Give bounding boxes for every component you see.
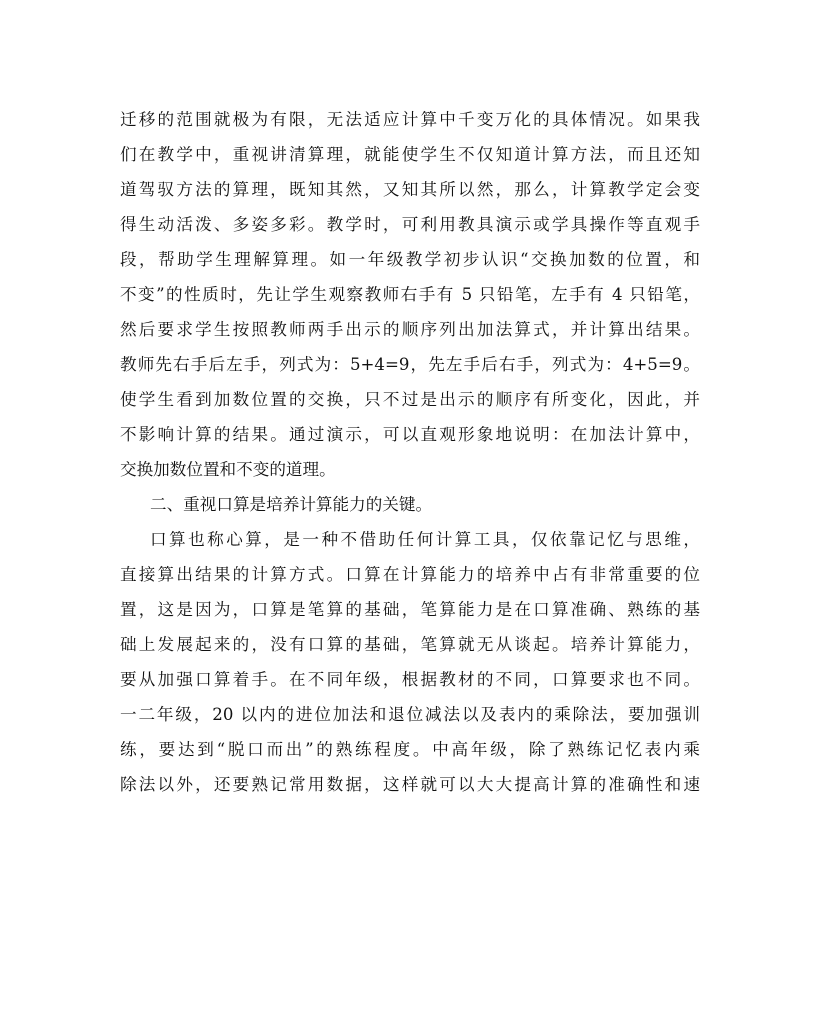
paragraph-last-line: 交换加数位置和不变的道理。 — [120, 460, 336, 479]
paragraph-line: 练，要达到“脱口而出”的熟练程度。中高年级，除了熟练记忆表内乘 — [120, 740, 700, 759]
paragraph-line: 不变”的性质时，先让学生观察教师右手有 5 只铅笔，左手有 4 只铅笔， — [120, 285, 700, 304]
body-text — [120, 102, 700, 802]
paragraph-line: 得生动活泼、多姿多彩。教学时，可利用教具演示或学具操作等直观手 — [120, 215, 700, 234]
paragraph-line: 置，这是因为，口算是笔算的基础，笔算能力是在口算准确、熟练的基 — [120, 600, 700, 619]
paragraph-line: 不影响计算的结果。通过演示，可以直观形象地说明：在加法计算中， — [120, 425, 700, 444]
paragraph-line: 除法以外，还要熟记常用数据，这样就可以大大提高计算的准确性和速 — [120, 775, 700, 794]
paragraph-first-line: 口算也称心算，是一种不借助任何计算工具，仅依靠记忆与思维， — [150, 530, 700, 549]
paragraph-line: 迁移的范围就极为有限，无法适应计算中千变万化的具体情况。如果我 — [120, 110, 700, 129]
paragraph-line: 直接算出结果的计算方式。口算在计算能力的培养中占有非常重要的位 — [120, 565, 700, 584]
paragraph-line: 们在教学中，重视讲清算理，就能使学生不仅知道计算方法，而且还知 — [120, 145, 700, 164]
paragraph-line: 然后要求学生按照教师两手出示的顺序列出加法算式，并计算出结果。 — [120, 320, 700, 339]
paragraph-line: 一二年级，20 以内的进位加法和退位减法以及表内的乘除法，要加强训 — [120, 705, 700, 724]
paragraph-line: 教师先右手后左手，列式为：5+4=9，先左手后右手，列式为：4+5=9。 — [120, 355, 700, 374]
section-heading: 二、重视口算是培养计算能力的关键。 — [150, 495, 433, 514]
paragraph-line: 道驾驭方法的算理，既知其然，又知其所以然，那么，计算教学定会变 — [120, 180, 700, 199]
paragraph-line: 要从加强口算着手。在不同年级，根据教材的不同，口算要求也不同。 — [120, 670, 700, 689]
paragraph-line: 础上发展起来的，没有口算的基础，笔算就无从谈起。培养计算能力， — [120, 635, 700, 654]
paragraph-line: 使学生看到加数位置的交换，只不过是出示的顺序有所变化，因此，并 — [120, 390, 700, 409]
paragraph-line: 段，帮助学生理解算理。如一年级教学初步认识“交换加数的位置，和 — [120, 250, 700, 269]
